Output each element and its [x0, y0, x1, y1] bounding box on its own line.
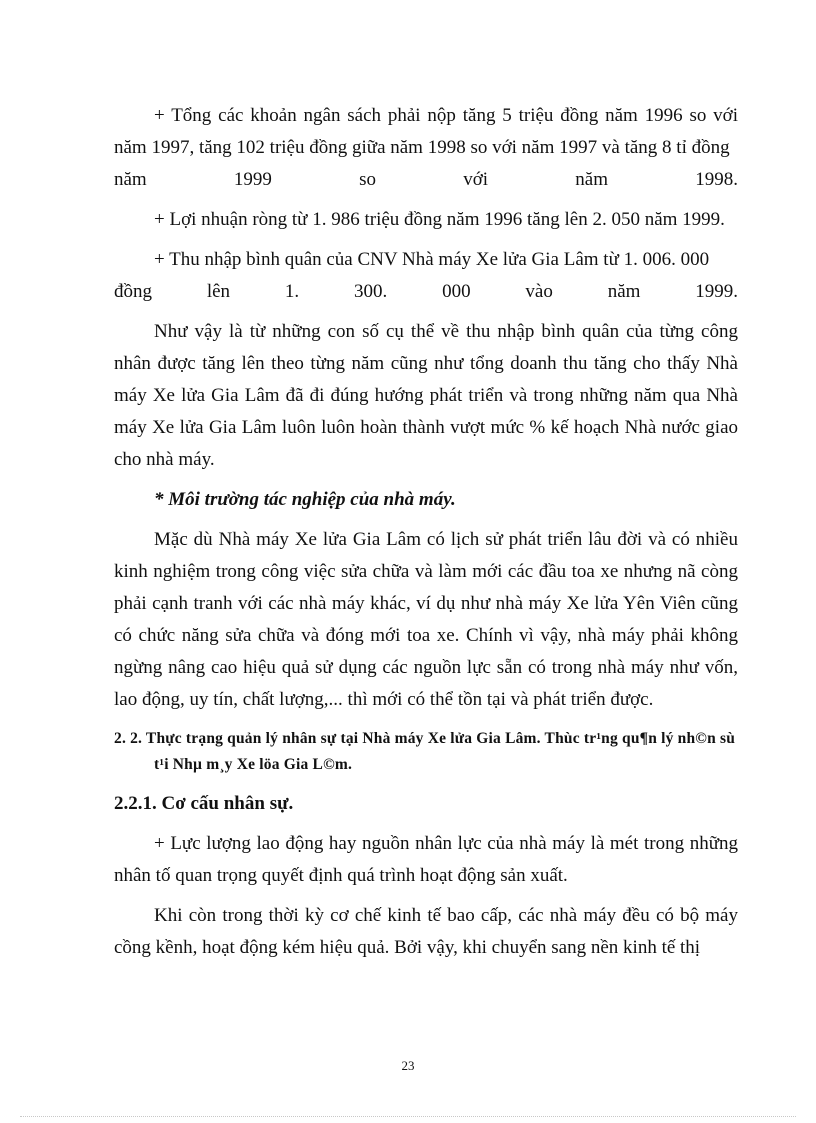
- subheading-2-2-1: 2.2.1. Cơ cấu nhân sự.: [114, 793, 294, 814]
- paragraph-budget-line1: + Tổng các khoản ngân sách phải nộp tăng 5 triệu đồng năm 1996 so với năm 1997, tăng 102 triệu đồng giữa năm 1998 so với năm 1997 và tăng 8 tỉ đồng: [114, 105, 738, 158]
- paragraph-subsidy-period: Khi còn trong thời kỳ cơ chế kinh tế bao cấp, các nhà máy đều có bộ máy cồng kềnh, hoạt động kém hiệu quả. Bởi vậy, khi chuyển sang nền kinh tế thị: [114, 905, 738, 958]
- footer-divider: [20, 1116, 796, 1117]
- paragraph-competition: Mặc dù Nhà máy Xe lửa Gia Lâm có lịch sử phát triển lâu đời và có nhiều kinh nghiệm trong công việc sửa chữa và làm mới các đầu toa xe nhưng nã còng phải cạnh tranh với các nhà máy khác, ví dụ như nhà máy Xe lửa Yên Viên cũng có chức năng sửa chữa và đóng mới toa xe. Chính vì vậy, nhà máy phải không ngừng nâng cao hiệu quả sử dụng các nguồn lực sẵn có trong nhà máy như vốn, lao động, uy tín, chất lượng,... thì mới có thể tồn tại và phát triển được.: [114, 529, 738, 710]
- paragraph-income-line1: + Thu nhập bình quân của CNV Nhà máy Xe lửa Gia Lâm từ 1. 006. 000: [154, 249, 710, 270]
- paragraph-budget-line2: năm 1999 so với năm 1998.: [114, 169, 738, 190]
- section-heading-2-2: 2. 2. Thực trạng quản lý nhân sự tại Nhà máy Xe lửa Gia Lâm. Thùc tr¹ng qu¶n lý nh©n sù t¹i Nhµ m¸y Xe löa Gia L©m.: [114, 730, 736, 773]
- paragraph-summary: Như vậy là từ những con số cụ thể về thu nhập bình quân của từng công nhân được tăng lên theo từng năm cũng như tổng doanh thu tăng cho thấy Nhà máy Xe lửa Gia Lâm đã đi đúng hướng phát triển và trong những năm qua Nhà máy Xe lửa Gia Lâm luôn luôn hoàn thành vượt mức % kế hoạch Nhà nước giao cho nhà máy.: [114, 321, 738, 470]
- paragraph-profit: + Lợi nhuận ròng từ 1. 986 triệu đồng năm 1996 tăng lên 2. 050 năm 1999.: [154, 209, 725, 230]
- paragraph-labor-force: + Lực lượng lao động hay nguồn nhân lực của nhà máy là mét trong những nhân tố quan trọng quyết định quá trình hoạt động sản xuất.: [114, 833, 738, 886]
- heading-work-environment: * Môi trường tác nghiệp của nhà máy.: [154, 489, 456, 510]
- paragraph-income-line2: đồng lên 1. 300. 000 vào năm 1999.: [114, 281, 738, 302]
- page-body: [114, 100, 738, 964]
- page-number: 23: [401, 1058, 415, 1073]
- paragraph-budget: [114, 100, 738, 164]
